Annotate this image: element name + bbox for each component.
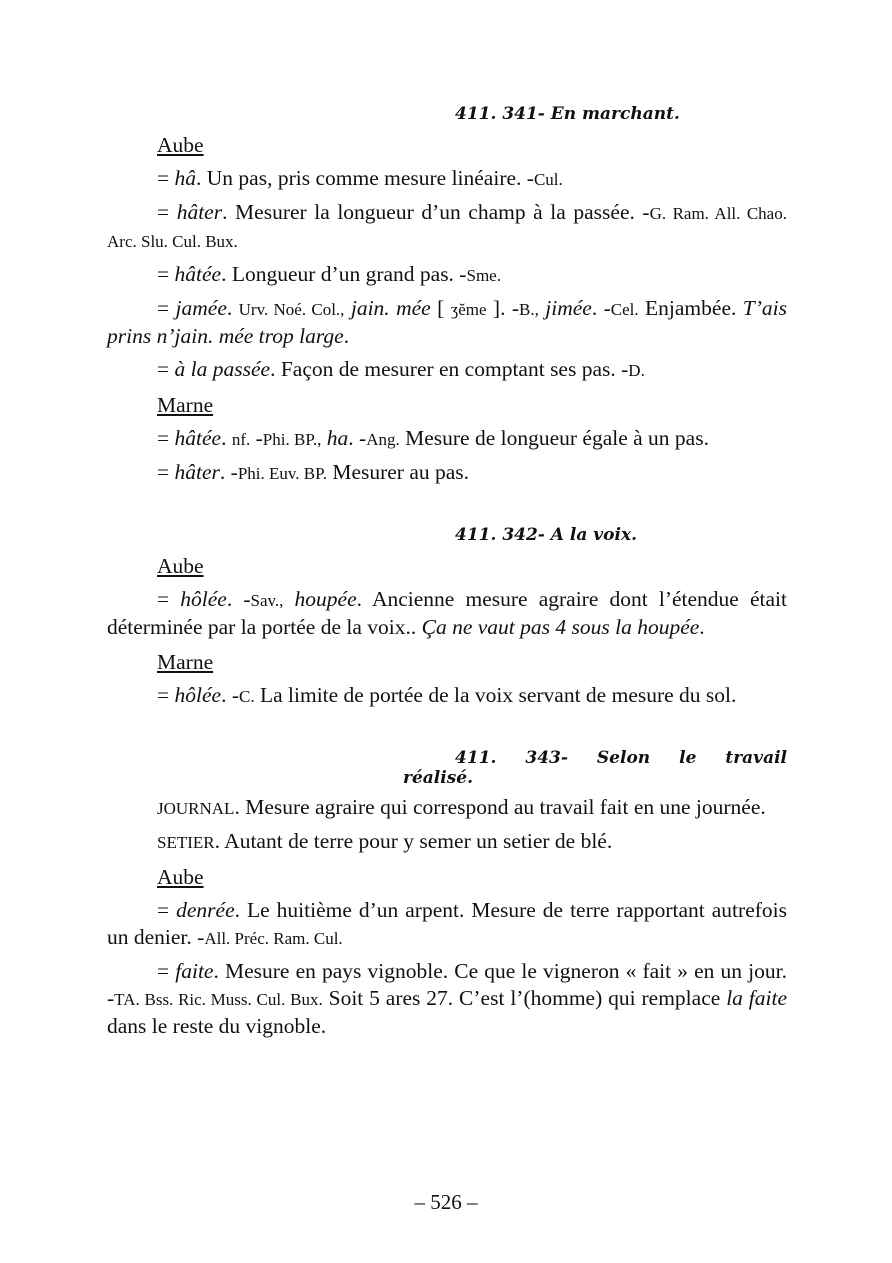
entry-ha: = hâ. Un pas, pris comme mesure linéaire. -Cul. bbox=[157, 166, 563, 190]
entry-a-la-passee: = à la passée. Façon de mesurer en comptant ses pas. -D. bbox=[157, 357, 645, 381]
section-heading-343-line2: réalisé. bbox=[403, 768, 474, 788]
page-body bbox=[107, 104, 787, 1040]
entry-denree: = denrée. Le huitième d’un arpent. Mesure de terre rapportant autrefois un denier. -All. Préc. Ram. Cul. bbox=[107, 898, 787, 949]
entry-setier: SETIER. Autant de terre pour y semer un setier de blé. bbox=[157, 829, 613, 853]
entry-hater-marne: = hâter. -Phi. Euv. BP. Mesurer au pas. bbox=[157, 460, 470, 484]
entry-hatee: = hâtée. Longueur d’un grand pas. -Sme. bbox=[157, 262, 501, 286]
entry-holee-marne: = hôlée. -C. La limite de portée de la voix servant de mesure du sol. bbox=[157, 683, 737, 707]
entry-holee: = hôlée. -Sav., houpée. Ancienne mesure agraire dont l’étendue était déterminée par la portée de la voix.. Ça ne vaut pas 4 sous la houpée. bbox=[107, 587, 787, 639]
section-heading-343 bbox=[107, 748, 787, 768]
section-heading-342: 411. 342- A la voix. bbox=[455, 525, 638, 545]
section-heading-343-line1: 411. 343- Selon le travail bbox=[455, 748, 787, 768]
page-number: – 526 – bbox=[414, 1190, 478, 1214]
section-heading-341: 411. 341- En marchant. bbox=[455, 104, 680, 124]
entry-hatee-marne: = hâtée. nf. -Phi. BP., ha. -Ang. Mesure de longueur égale à un pas. bbox=[157, 426, 709, 450]
entry-faite: = faite. Mesure en pays vignoble. Ce que le vigneron « fait » en un jour. -TA. Bss. Ric. Muss. Cul. Bux. Soit 5 ares 27. C’est l’(homme) qui remplace la faite dans le reste du vignoble. bbox=[107, 959, 788, 1038]
entry-hater: = hâter. Mesurer la longueur d’un champ à la passée. -G. Ram. All. Chao. Arc. Slu. Cul. Bux. bbox=[107, 200, 787, 251]
region-marne: Marne bbox=[157, 393, 214, 417]
region-marne-2: Marne bbox=[157, 650, 214, 674]
region-aube: Aube bbox=[157, 133, 204, 157]
region-aube-3: Aube bbox=[157, 865, 204, 889]
entry-jamee: = jamée. Urv. Noé. Col., jain. mée [ ʒĕme ]. -B., jimée. -Cel. Enjambée. T’ais prins n’jain. mée trop large. bbox=[107, 296, 787, 348]
entry-journal: JOURNAL. Mesure agraire qui correspond au travail fait en une journée. bbox=[157, 795, 766, 819]
region-aube-2: Aube bbox=[157, 554, 204, 578]
